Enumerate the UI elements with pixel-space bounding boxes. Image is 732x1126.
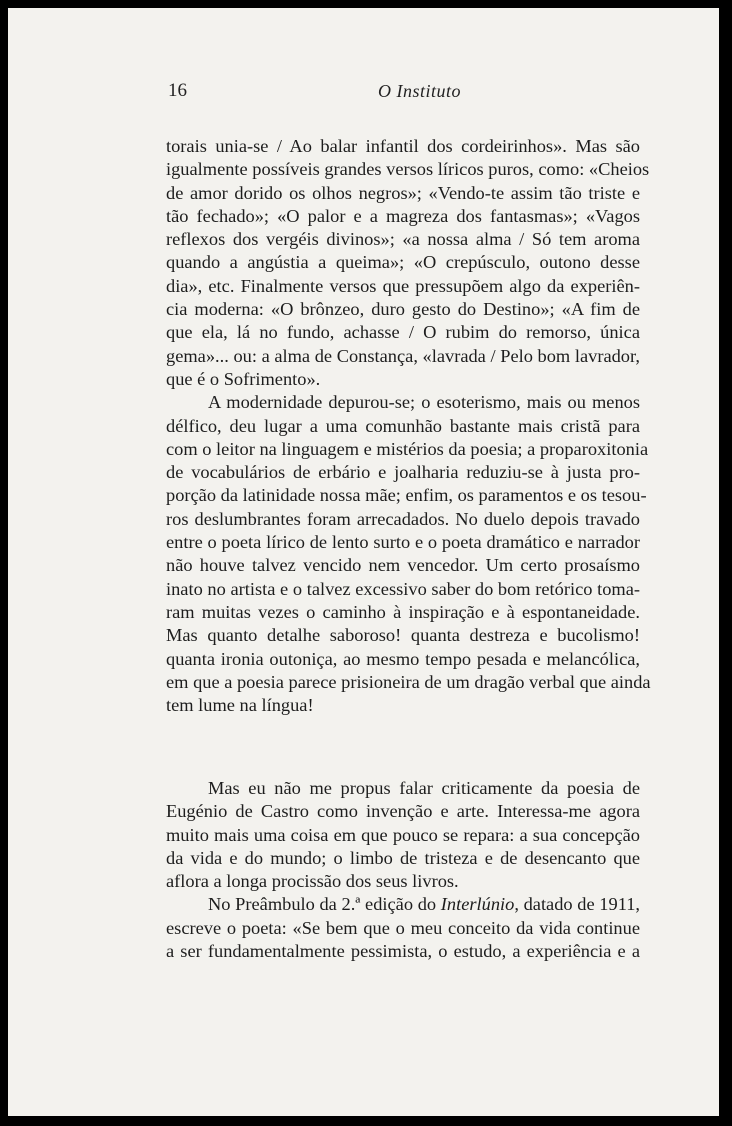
text-line: igualmente possíveis grandes versos líricos puros, como: «Cheios [166, 159, 650, 180]
italic-title: Interlúnio [440, 894, 515, 915]
running-header [168, 80, 508, 104]
text-line: torais unia-se / Ao balar infantil dos cordeirinhos». Mas são [166, 136, 640, 156]
text-run: No Preâmbulo da 2.ª edição do [208, 894, 441, 915]
book-page [8, 8, 719, 1116]
page-number: 16 [168, 80, 187, 101]
text-line: ram muitas vezes o caminho à inspiração e à espontaneidade. [166, 601, 640, 622]
text-line: quando a angústia a queima»; «O crepúsculo, outono desse [166, 252, 640, 273]
text-line: que é o Sofrimento». [166, 368, 321, 389]
text-line: porção da latinidade nossa mãe; enfim, os paramentos e os tesou- [166, 485, 647, 506]
text-line: Mas quanto detalhe saboroso! quanta destreza e bucolismo! [166, 625, 640, 646]
text-block-2 [166, 777, 640, 963]
text-line: ros deslumbrantes foram arrecadados. No duelo depois travado [166, 508, 640, 529]
text-line: délfico, deu lugar a uma comunhão bastante mais cristã para [166, 415, 640, 436]
text-line: de vocabulários de erbário e joalharia reduziu-se à justa pro- [166, 462, 640, 483]
text-line: gema»... ou: a alma de Constança, «lavrada / Pelo bom lavrador, [166, 345, 640, 366]
text-line: Mas eu não me propus falar criticamente da poesia de [208, 778, 640, 798]
text-line [166, 893, 640, 916]
text-line: a ser fundamentalmente pessimista, o estudo, a experiência e a [166, 941, 640, 962]
text-line: inato no artista e o talvez excessivo saber do bom retórico toma- [166, 578, 640, 599]
text-line: escreve o poeta: «Se bem que o meu conceito da vida continue [166, 917, 640, 938]
text-line: dia», etc. Finalmente versos que pressupõem algo da experiên- [166, 275, 640, 296]
text-run: , datado de 1911, [514, 894, 641, 915]
text-line: quanta ironia outoniça, ao mesmo tempo pesada e melancólica, [166, 648, 640, 669]
running-title: O Instituto [378, 81, 462, 101]
text-line: Eugénio de Castro como invenção e arte. Interessa-me agora [166, 801, 640, 822]
text-line: cia moderna: «O brônzeo, duro gesto do Destino»; «A fim de [166, 299, 640, 320]
text-line: tão fechado»; «O palor e a magreza dos fantasmas»; «Vagos [166, 205, 640, 226]
text-block-1 [166, 135, 651, 717]
text-line: da vida e do mundo; o limbo de tristeza e de desencanto que [166, 847, 640, 868]
text-line: em que a poesia parece prisioneira de um dragão verbal que ainda [166, 671, 651, 692]
text-line: A modernidade depurou-se; o esoterismo, mais ou menos [208, 392, 640, 413]
text-line: reflexos dos vergéis divinos»; «a nossa alma / Só tem aroma [166, 229, 640, 250]
text-line: não houve talvez vencido nem vencedor. Um certo prosaísmo [166, 555, 640, 576]
text-line: com o leitor na linguagem e mistérios da poesia; a proparoxitonia [166, 438, 649, 459]
text-line: que ela, lá no fundo, achasse / O rubim do remorso, única [166, 322, 640, 343]
text-line: de amor dorido os olhos negros»; «Vendo-te assim tão triste e [166, 182, 640, 203]
text-line: tem lume na língua! [166, 695, 314, 716]
text-line: aflora a longa procissão dos seus livros. [166, 871, 459, 892]
text-line: muito mais uma coisa em que pouco se repara: a sua concepção [166, 824, 640, 845]
text-line: entre o poeta lírico de lento surto e o poeta dramático e narrador [166, 532, 640, 553]
